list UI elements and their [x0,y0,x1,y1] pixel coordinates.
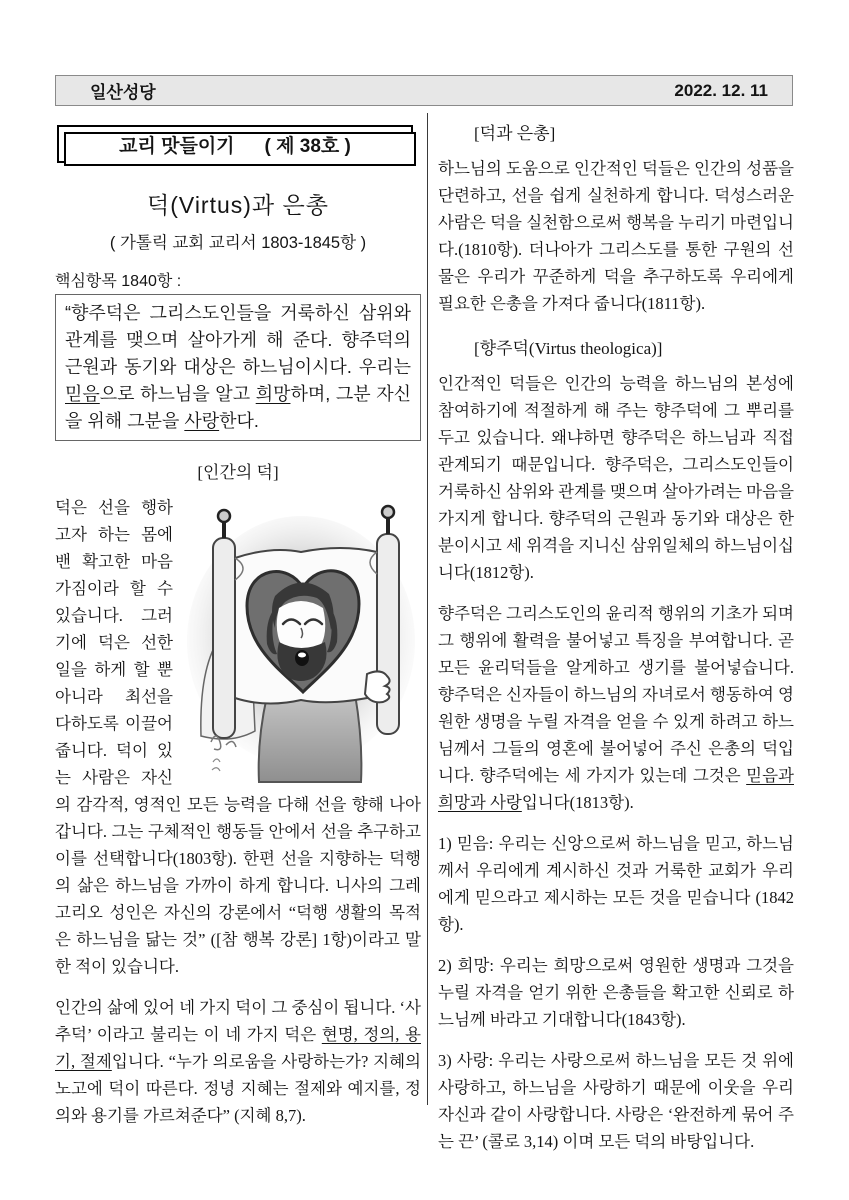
article-title: 덕(Virtus)과 은총 [147,192,329,218]
church-name: 일산성당 [90,83,156,102]
header-bar [55,75,793,106]
series-title: 교리 맛들이기 [119,135,235,157]
human-virtue-paragraph [55,494,421,980]
section-heading-human-virtue: [인간의 덕] [197,463,279,482]
section-heading-virtue-grace: [덕과 은총] [474,124,556,143]
right-column [438,113,794,1169]
numbered-item-hope: 2) 희망: 우리는 희망으로써 영원한 생명과 그것을 누릴 자격을 얻기 위한 은총들을 확고한 신뢰로 하느님께 바라고 기대합니다(1843항). [438,956,794,1029]
column-divider [427,113,428,1105]
left-column [55,113,421,1169]
human-virtue-text: 덕은 선을 행하고자 하는 몸에 밴 확고한 마음가짐이라 할 수 있습니다. 그러기에 덕은 선한 일을 하게 할 뿐 아니라 최선을 다하도록 이끌어 줍니다. 덕이 있는 사람은 자신의 감각적, 영적인 모든 능력을 다해 선을 향해 나아갑니다. 그는 구체적인 행동들 안에서 선을 추구하고 이를 선택합니다(1803항). 한편 선을 지향하는 덕행의 삶은 하느님을 가까이 하게 합니다. 니사의 그레고리오 성인은 자신의 강론에서 “덕행 생활의 목적은 하느님을 닮는 것” ([참 행복 강론] 1항)이라고 말한 적이 있습니다. [55,498,421,976]
theological-virtue-paragraph-2: 향주덕은 그리스도인의 윤리적 행위의 기초가 되며 그 행위에 활력을 불어넣고 특징을 부여합니다. 곧 모든 윤리덕들을 알게하고 생기를 불어넣습니다. 향주덕은 신자들이 하느님의 자녀로서 행동하여 영원한 생명을 누릴 자격을 얻을 수 있게 하려고 하느님께서 그들의 영혼에 불어넣어 주신 은총의 덕입니다. 향주덕에는 세 가지가 있는데 그것은 믿음과 희망과 사랑입니다(1813항). [438,604,794,812]
section-heading-theological-virtue: [향주덕(Virtus theologica)] [474,339,663,358]
numbered-item-faith: 1) 믿음: 우리는 신앙으로써 하느님을 믿고, 하느님께서 우리에게 계시하신 것과 거룩한 교회가 우리에게 믿으라고 제시하는 모든 것을 믿습니다 (1842항). [438,834,794,934]
series-title-box [57,125,413,163]
issue-date: 2022. 12. 11 [674,80,768,100]
jesus-heart-scroll-illustration [181,496,421,784]
virtue-grace-paragraph: 하느님의 도움으로 인간적인 덕들은 인간의 성품을 단련하고, 선을 쉽게 실천하게 합니다. 덕성스러운 사람은 덕을 실천함으로써 행복을 누리기 마련입니다.(1810항). 더나아가 그리스도를 통한 구원의 선물은 우리가 꾸준하게 덕을 추구하도록 우리에게 필요한 은총을 가져다 줍니다(1811항). [438,159,794,313]
key-item-label: 핵심항목 1840항 : [55,273,182,290]
two-column-body [55,113,795,1169]
catechism-quote-box: “향주덕은 그리스도인들을 거룩하신 삼위와 관계를 맺으며 살아가게 해 준다. 향주덕의 근원과 동기와 대상은 하느님이시다. 우리는 믿음으로 하느님을 알고 희망하며, 그분 자신을 위해 그분을 사랑한다. [55,294,421,441]
article-subtitle: ( 가톨릭 교회 교리서 1803-1845항 ) [109,234,367,252]
numbered-item-love: 3) 사랑: 우리는 사랑으로써 하느님을 모든 것 위에 사랑하고, 하느님을 사랑하기 때문에 이웃을 우리 자신과 같이 사랑합니다. 사랑은 ‘완전하게 묶어 주는 끈’ (콜로 3,14) 이며 모든 덕의 바탕입니다. [438,1051,794,1151]
theological-virtue-paragraph-1: 인간적인 덕들은 인간의 능력을 하느님의 본성에 참여하기에 적절하게 해 주는 향주덕에 그 뿌리를 두고 있습니다. 왜냐하면 향주덕은 하느님과 직접 관계되기 때문입니다. 향주덕은, 그리스도인들이 거룩하신 삼위와 관계를 맺으며 살아가려는 마음을 가지게 합니다. 향주덕의 근원과 동기와 대상은 한 분이시고 세 위격을 지니신 삼위일체의 하느님이십니다(1812항). [438,374,794,582]
series-issue-number: ( 제 38호 ) [264,135,351,157]
cardinal-virtues-paragraph: 인간의 삶에 있어 네 가지 덕이 그 중심이 됩니다. ‘사추덕’ 이라고 불리는 이 네 가지 덕은 현명, 정의, 용기, 절제입니다. “누가 의로움을 사랑하는가? 지혜의 노고에 덕이 따른다. 정녕 지혜는 절제와 예지를, 정의와 용기를 가르쳐준다” (지혜 8,7). [55,998,421,1125]
